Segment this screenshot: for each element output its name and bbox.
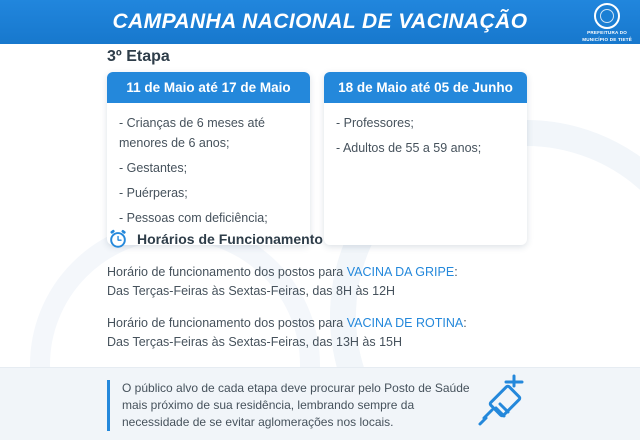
list-item: - Crianças de 6 meses até menores de 6 anos;: [119, 116, 265, 150]
list-item: - Puérperas;: [119, 186, 188, 200]
hours-line-detail: Das Terças-Feiras às Sextas-Feiras, das 8H às 12H: [107, 284, 396, 298]
hours-suffix: :: [454, 265, 458, 279]
header-bar: [0, 0, 640, 44]
etapa-cards: [107, 72, 527, 245]
hours-prefix: Horário de funcionamento dos postos para: [107, 316, 347, 330]
hours-section: [107, 228, 547, 352]
brand-logo: [582, 3, 632, 43]
alarm-clock-icon: [107, 228, 129, 250]
hours-line-detail: Das Terças-Feiras às Sextas-Feiras, das 13H às 15H: [107, 335, 403, 349]
etapa-card: [324, 72, 527, 245]
footer-bar: [0, 367, 640, 440]
hours-prefix: Horário de funcionamento dos postos para: [107, 265, 347, 279]
etapa-card-title: 18 de Maio até 05 de Junho: [324, 72, 527, 103]
hours-accent: VACINA DE ROTINA: [346, 316, 464, 330]
list-item: - Gestantes;: [119, 161, 188, 175]
hours-line-main: [107, 263, 547, 282]
footer-note: [107, 380, 477, 431]
page-title: CAMPANHA NACIONAL DE VACINAÇÃO: [112, 10, 528, 33]
etapa-card-title: 11 de Maio até 17 de Maio: [107, 72, 310, 103]
etapa-card: [107, 72, 310, 245]
brand-line-2: MUNICÍPIO DE TIETÊ: [582, 37, 632, 42]
hours-suffix: :: [463, 316, 467, 330]
list-item: - Adultos de 55 a 59 anos;: [336, 141, 482, 155]
hours-accent: VACINA DA GRIPE: [346, 265, 455, 279]
hours-block-rotina: [107, 314, 547, 352]
hours-title-row: [107, 228, 547, 250]
stage-label: 3º Etapa: [107, 48, 170, 65]
syringe-icon: [470, 370, 530, 432]
etapa-card-body: [107, 103, 310, 245]
hours-title: Horários de Funcionamento: [137, 231, 323, 247]
etapa-card-body: [324, 103, 527, 229]
list-item: - Professores;: [336, 116, 414, 130]
city-seal-inner-ring: [600, 9, 614, 23]
hours-line-main: [107, 314, 547, 333]
footer-text: O público alvo de cada etapa deve procurar pelo Posto de Saúde mais próximo de sua residência, lembrando sempre da necessidade de se evitar aglomerações nos locais.: [122, 381, 470, 429]
hours-block-gripe: [107, 263, 547, 301]
brand-line-1: PREFEITURA DO: [587, 30, 628, 35]
city-seal-icon: [594, 3, 620, 29]
list-item: - Pessoas com deficiência;: [119, 211, 268, 225]
